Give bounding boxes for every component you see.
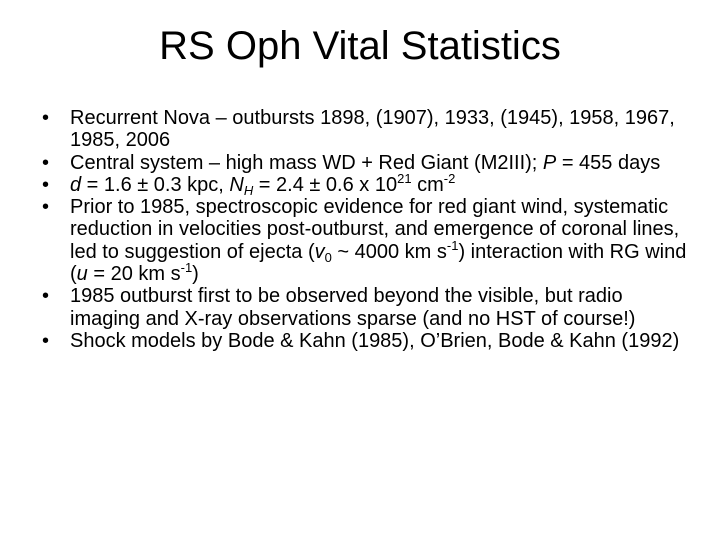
bullet-list (40, 107, 690, 352)
exponent: 21 (397, 170, 412, 186)
bullet-icon: • (42, 196, 50, 219)
period-variable: P (542, 151, 557, 174)
velocity-variable: v (314, 240, 325, 263)
distance-variable: d (70, 173, 82, 196)
bullet-text: Central system – high mass WD + Red Giant (M2III); (70, 151, 543, 174)
slide-title: RS Oph Vital Statistics (159, 24, 561, 68)
bullet-text: = 20 km s (87, 263, 181, 286)
bullet-text: ~ 4000 km s (331, 240, 447, 263)
bullet-text: cm (411, 173, 444, 196)
exponent: -2 (443, 170, 456, 186)
bullet-icon: • (42, 329, 50, 352)
bullet-item-central-system (40, 152, 690, 174)
bullet-text: = 455 days (556, 151, 661, 174)
bullet-text: = 2.4 ± 0.6 x 10 (253, 173, 398, 196)
bullet-item-prior-to-1985 (40, 196, 690, 285)
bullet-text: = 1.6 ± 0.3 kpc, (81, 173, 230, 196)
column-density-subscript: H (243, 182, 254, 198)
bullet-text: ) (192, 263, 199, 286)
bullet-icon: • (42, 285, 50, 308)
bullet-text: 1985 outburst first to be observed beyond the visible, but radio imaging and X-ray observations sparse (and no HST of course!) (70, 285, 636, 330)
velocity-subscript: 0 (324, 249, 332, 265)
exponent: -1 (446, 237, 459, 253)
bullet-icon: • (42, 151, 50, 174)
bullet-item-recurrent-nova (40, 107, 690, 152)
bullet-item-shock-models (40, 330, 690, 352)
bullet-icon: • (42, 173, 50, 196)
bullet-item-distance-column (40, 170, 690, 198)
exponent: -1 (180, 260, 193, 276)
bullet-text: Recurrent Nova – outbursts 1898, (1907), 1933, (1945), 1958, 1967, 1985, 2006 (70, 107, 675, 152)
wind-velocity-variable: u (76, 263, 88, 286)
bullet-text: Prior to 1985, spectroscopic evidence for red giant wind, systematic reduction in velocities post-outburst, and emergence of coronal lines, led to suggestion of ejecta ( (70, 196, 680, 263)
bullet-text: Shock models by Bode & Kahn (1985), O’Brien, Bode & Kahn (1992) (70, 329, 680, 352)
bullet-item-1985-outburst (40, 285, 690, 330)
bullet-icon: • (42, 107, 50, 129)
bullet-text: ) interaction with RG wind ( (70, 240, 687, 286)
column-density-variable: N (229, 173, 244, 196)
